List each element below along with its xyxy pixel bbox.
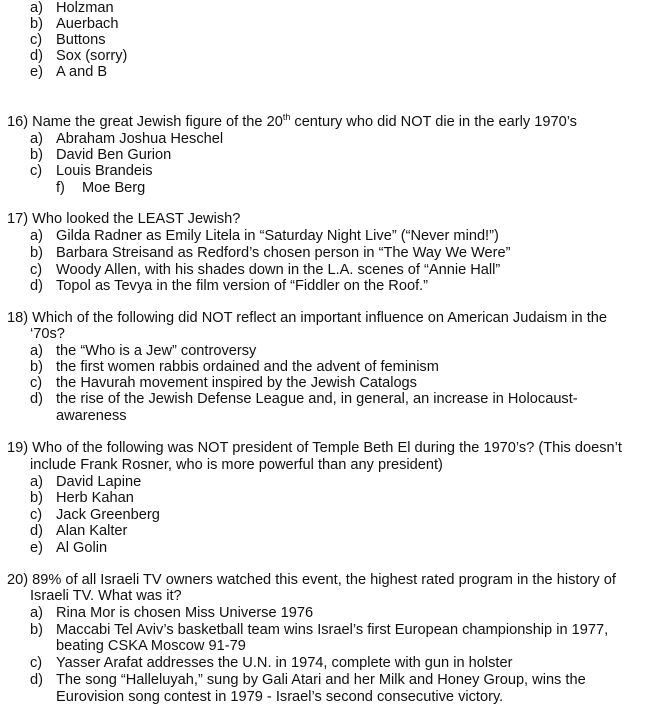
question-18 [7,310,607,327]
option-letter: c) [30,375,43,391]
option-text: Yasser Arafat addresses the U.N. in 1974, complete with gun in holster [56,655,513,671]
question-17 [7,211,240,228]
option-letter: a) [30,343,43,359]
option-letter: c) [30,262,43,278]
option [30,16,118,33]
option [30,48,127,65]
option [30,343,256,360]
option [30,523,127,540]
option-letter: d) [30,278,43,294]
option-text: Holzman [56,0,114,16]
option-text: the Havurah movement inspired by the Jewish Catalogs [56,375,417,391]
option [30,0,114,17]
option-text: Woody Allen, with his shades down in the L.A. scenes of “Annie Hall” [56,262,501,278]
question-text-continued: include Frank Rosner, who is more powerful than any president) [30,457,443,473]
option [30,32,106,49]
question-number: 18) [7,310,29,326]
option-text: Barbara Streisand as Redford’s chosen person in “The Way We Were” [56,245,511,261]
option-text: A and B [56,64,108,80]
option-letter: b) [30,490,43,506]
option-letter: c) [30,163,43,179]
option [30,391,578,408]
option-text: Abraham Joshua Heschel [56,131,224,147]
option-text: Jack Greenberg [56,507,160,523]
option-text: the rise of the Jewish Defense League and, in general, an increase in Holocaust- [56,391,578,407]
option-letter: e) [30,64,43,80]
question-number: 16) [7,114,29,130]
option-letter: f) [56,180,65,196]
question-number: 17) [7,211,29,227]
question-text: Who looked the LEAST Jewish? [32,211,241,227]
question-20 [7,572,616,589]
option-text: Auerbach [56,16,119,32]
question-text-continued: ‘70s? [30,326,65,342]
option [30,64,107,81]
option [30,359,439,376]
question-text-sup: th [282,112,291,123]
option-letter: a) [30,474,43,490]
question-number: 20) [7,572,29,588]
option-text: Gilda Radner as Emily Litela in “Saturday Night Live” (“Never mind!”) [56,228,499,244]
option [30,605,313,622]
option-text: Rina Mor is chosen Miss Universe 1976 [56,605,314,621]
option-text: David Ben Gurion [56,147,172,163]
option-letter: b) [30,622,43,638]
option [30,672,586,689]
question-text-pre: Name the great Jewish figure of the 20 [32,114,283,130]
option [30,262,500,279]
option [30,163,153,180]
option-text: Sox (sorry) [56,48,128,64]
option-text: Alan Kalter [56,523,128,539]
option-letter: b) [30,147,43,163]
option [30,278,428,295]
option [30,474,141,491]
option-letter: c) [30,507,43,523]
option-text-continued: Eurovision song contest in 1979 - Israel’s second consecutive victory. [56,689,504,705]
option-letter: d) [30,672,43,688]
option-text: Topol as Tevya in the film version of “Fiddler on the Roof.” [56,278,429,294]
option-text: the “Who is a Jew” controversy [56,343,257,359]
option-text-continued: awareness [56,408,127,424]
option-text: Moe Berg [82,180,146,196]
option [30,245,511,262]
option [30,655,512,672]
question-number: 19) [7,440,29,456]
option-text: the first women rabbis ordained and the advent of feminism [56,359,439,375]
option-letter: b) [30,16,43,32]
option [30,131,223,148]
option-letter: c) [30,655,43,671]
option-letter: b) [30,245,43,261]
question-text-continued: Israeli TV. What was it? [30,588,182,604]
option-letter: b) [30,359,43,375]
question-16 [7,114,577,131]
question-19 [7,440,622,457]
option [30,507,160,524]
option-text: Herb Kahan [56,490,134,506]
option-text: The song “Halleluyah,” sung by Gali Atari and her Milk and Honey Group, wins the [56,672,586,688]
option-letter: d) [30,391,43,407]
option [30,375,417,392]
option-letter: a) [30,131,43,147]
option-letter: d) [30,523,43,539]
option-text: Buttons [56,32,106,48]
question-text: Which of the following did NOT reflect an important influence on American Judaism in the [32,310,608,326]
option-text: David Lapine [56,474,142,490]
option-letter: e) [30,540,43,556]
option-letter: a) [30,0,43,16]
option-letter: c) [30,32,43,48]
option-text: Al Golin [56,540,108,556]
option-text: Louis Brandeis [56,163,153,179]
option [30,228,499,245]
question-text: 89% of all Israeli TV owners watched this event, the highest rated program in the history of [32,572,616,588]
option-letter: d) [30,48,43,64]
option [30,540,107,557]
question-text-post: century who did NOT die in the early 1970’s [290,114,577,130]
option [30,622,608,639]
option-text-continued: beating CSKA Moscow 91-79 [56,638,246,654]
option-letter: a) [30,228,43,244]
option-text: Maccabi Tel Aviv’s basketball team wins Israel’s first European championship in 1977, [56,622,609,638]
question-text: Who of the following was NOT president of Temple Beth El during the 1970’s? (This doesn’t [32,440,622,456]
option [30,147,171,164]
option [56,180,145,197]
option-letter: a) [30,605,43,621]
option [30,490,134,507]
